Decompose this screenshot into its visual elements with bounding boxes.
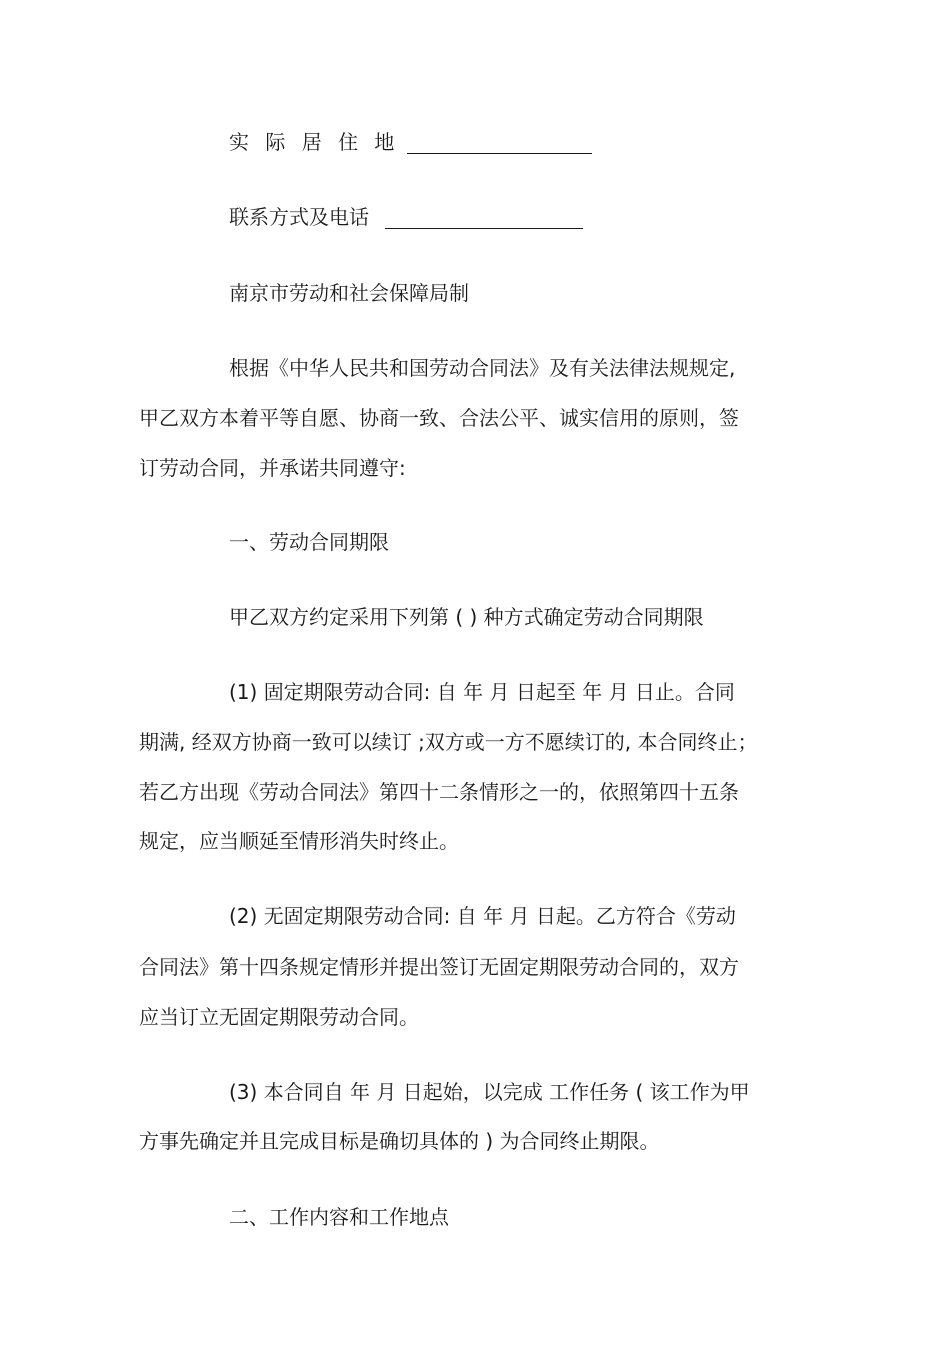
preamble-line-2: 甲乙双方本着平等自愿、协商一致、合法公平、诚实信用的原则，签	[139, 406, 739, 430]
section1-intro: 甲乙双方约定采用下列第 ( ) 种方式确定劳动合同期限	[229, 605, 704, 629]
item2-line-2: 合同法》第十四条规定情形并提出签订无固定期限劳动合同的，双方	[139, 955, 739, 979]
item2-line-1: (2) 无固定期限劳动合同: 自 年 月 日起。乙方符合《劳动	[229, 904, 736, 928]
residence-blank-line	[407, 133, 592, 154]
contact-field-row	[229, 205, 583, 229]
item3-line-2: 方事先确定并且完成目标是确切具体的 ) 为合同终止期限。	[139, 1129, 660, 1153]
item1-line-4: 规定，应当顺延至情形消失时终止。	[139, 829, 459, 853]
section1-heading: 一、劳动合同期限	[229, 530, 389, 554]
preamble-line-1: 根据《中华人民共和国劳动合同法》及有关法律法规规定,	[229, 356, 736, 380]
residence-label: 实 际 居 住 地	[229, 130, 400, 154]
contact-blank-line	[385, 208, 583, 229]
item1-line-1: (1) 固定期限劳动合同: 自 年 月 日起至 年 月 日止。合同	[229, 680, 735, 704]
residence-field-row	[229, 130, 592, 154]
preamble-line-3: 订劳动合同，并承诺共同遵守:	[139, 456, 406, 480]
item2-line-3: 应当订立无固定期限劳动合同。	[139, 1005, 419, 1029]
item1-line-3: 若乙方出现《劳动合同法》第四十二条情形之一的，依照第四十五条	[139, 780, 739, 804]
issuer-text: 南京市劳动和社会保障局制	[229, 281, 469, 305]
section2-heading: 二、工作内容和工作地点	[229, 1205, 449, 1229]
contact-label: 联系方式及电话	[229, 205, 369, 229]
item3-line-1: (3) 本合同自 年 月 日起始，以完成 工作任务 ( 该工作为甲	[229, 1080, 750, 1104]
item1-line-2: 期满, 经双方协商一致可以续订 ;双方或一方不愿续订的, 本合同终止；	[139, 730, 758, 754]
